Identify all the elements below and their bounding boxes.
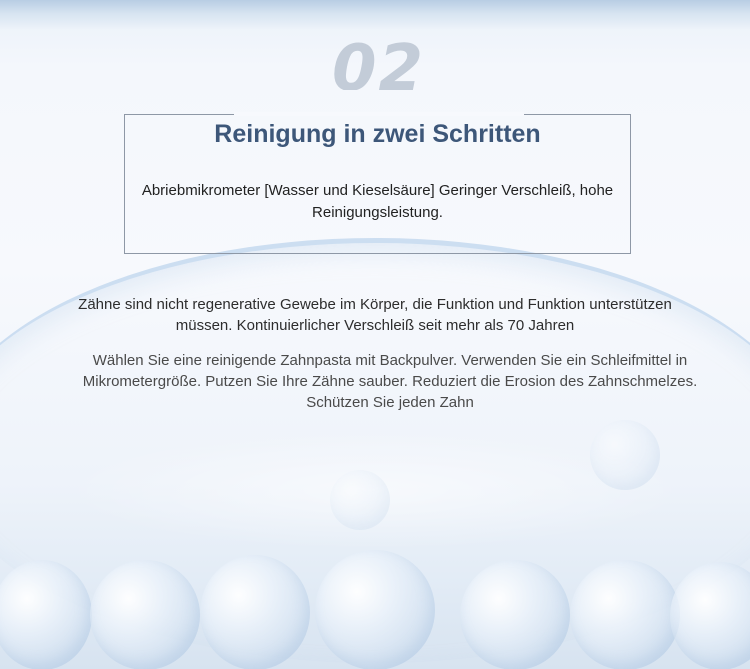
bubble — [330, 470, 390, 530]
title-box-gap — [234, 112, 524, 116]
bubble — [570, 560, 680, 669]
bubble — [590, 420, 660, 490]
water-surface — [0, 0, 750, 30]
paragraph-first: Zähne sind nicht regenerative Gewebe im Körper, die Funktion und Funktion unterstützen müssen. Kontinuierlicher Verschleiß seit mehr als 70 Jahren — [78, 296, 672, 334]
bubble — [315, 550, 435, 669]
bubble — [0, 560, 92, 669]
bubble — [200, 555, 310, 669]
section-number: 02 — [332, 32, 426, 90]
box-description: Abriebmikrometer [Wasser und Kieselsäure] Geringer Verschleiß, hohe Reinigungsleistung. — [141, 182, 614, 221]
bubble — [90, 560, 200, 669]
paragraph-second: Wählen Sie eine reinigende Zahnpasta mit Backpulver. Verwenden Sie ein Schleifmittel in Mikrometergröße. Putzen Sie Ihre Zähne sauber. Reduziert die Erosion des Zahnschmelzes. Schützen Sie jeden Zahn — [82, 352, 698, 411]
bubble — [460, 560, 570, 669]
section-title: Reinigung in zwei Schritten — [214, 120, 541, 148]
